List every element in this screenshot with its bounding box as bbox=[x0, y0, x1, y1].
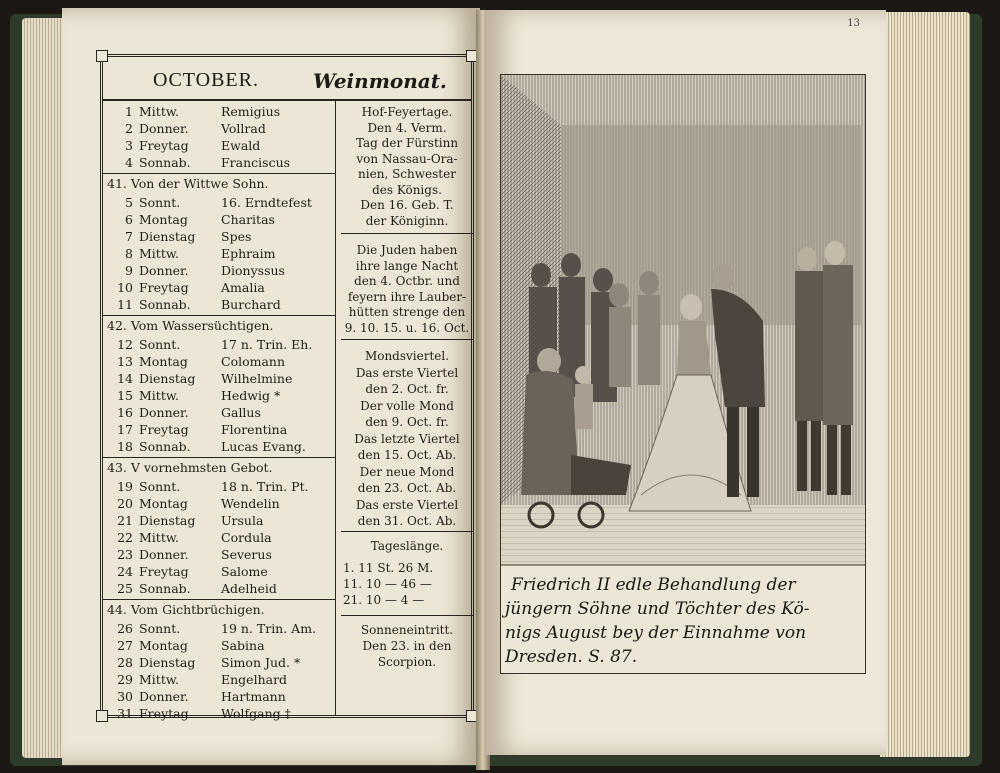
day-number: 3 bbox=[125, 138, 133, 153]
weekday: Mittw. bbox=[139, 388, 180, 403]
day-row bbox=[103, 370, 335, 387]
daylength-line: 21. 10 — 4 — bbox=[343, 593, 425, 607]
caption-line: Dresden. S. 87. bbox=[505, 647, 638, 667]
day-number: 24 bbox=[117, 564, 133, 579]
weekday: Montag bbox=[139, 496, 188, 511]
day-row bbox=[103, 529, 335, 546]
weekday: Sonnt. bbox=[139, 337, 181, 352]
moon-line: Das erste Viertel bbox=[355, 497, 459, 512]
moon-line: den 31. Oct. Ab. bbox=[357, 514, 457, 528]
day-number: 17 bbox=[117, 422, 133, 437]
holidays-line: der Königinn. bbox=[365, 213, 449, 228]
saint-name: Wendelin bbox=[221, 496, 280, 511]
day-number: 30 bbox=[117, 689, 133, 704]
day-number: 13 bbox=[117, 354, 133, 369]
saint-name: Severus bbox=[221, 547, 272, 562]
weekday: Freytag bbox=[139, 280, 189, 295]
day-row bbox=[103, 353, 335, 370]
week-rule bbox=[103, 173, 335, 174]
weekday: Sonnt. bbox=[139, 621, 181, 636]
weekday: Sonnab. bbox=[139, 439, 191, 454]
saint-name: Wolfgang † bbox=[221, 706, 291, 721]
saint-name: Engelhard bbox=[221, 672, 288, 687]
sun-line: Sonneneintritt. bbox=[360, 623, 454, 637]
left-page bbox=[62, 8, 480, 765]
week-heading: 42. Vom Wassersüchtigen. bbox=[107, 318, 274, 333]
week-rule bbox=[103, 599, 335, 600]
caption-line: Friedrich II edle Behandlung der bbox=[511, 575, 796, 595]
holidays-line: von Nassau-Ora- bbox=[356, 151, 458, 166]
day-number: 12 bbox=[117, 337, 133, 352]
holidays-line: Den 16. Geb. T. bbox=[360, 198, 454, 212]
saint-name: Wilhelmine bbox=[221, 371, 293, 386]
holidays-line: Den 4. Verm. bbox=[367, 120, 447, 135]
weekday: Donner. bbox=[139, 263, 189, 278]
weekday: Mittw. bbox=[139, 672, 180, 687]
saint-name: Florentina bbox=[221, 422, 288, 437]
header-rule bbox=[103, 99, 471, 101]
day-number: 1 bbox=[125, 104, 133, 119]
caption-line: nigs August bey der Einnahme von bbox=[505, 623, 807, 643]
moon-line: den 23. Oct. Ab. bbox=[357, 481, 457, 495]
weekday: Montag bbox=[139, 354, 188, 369]
weekday: Donner. bbox=[139, 405, 189, 420]
weekday: Dienstag bbox=[139, 229, 196, 244]
week-heading: 44. Vom Gichtbrüchigen. bbox=[107, 602, 265, 617]
day-row bbox=[103, 654, 335, 671]
saint-name: Dionyssus bbox=[221, 263, 285, 278]
day-number: 25 bbox=[117, 581, 133, 596]
day-row bbox=[103, 154, 335, 171]
saint-name: Lucas Evang. bbox=[221, 439, 306, 454]
caption-line: jüngern Söhne und Töchter des Kö- bbox=[505, 599, 810, 619]
holidays-line: des Königs. bbox=[372, 182, 442, 197]
engraving-plate bbox=[500, 74, 866, 674]
day-number: 11 bbox=[117, 297, 133, 312]
weekday: Mittw. bbox=[139, 246, 180, 261]
holidays-line: Tag der Fürstinn bbox=[355, 136, 459, 150]
day-row bbox=[103, 103, 335, 120]
sun-line: Den 23. in den bbox=[362, 639, 452, 653]
saint-name: Ursula bbox=[221, 513, 264, 528]
day-row bbox=[103, 336, 335, 353]
day-number: 8 bbox=[125, 246, 133, 261]
day-number: 9 bbox=[125, 263, 133, 278]
day-number: 20 bbox=[117, 496, 133, 511]
saint-name: 17 n. Trin. Eh. bbox=[221, 337, 313, 352]
weekday: Sonnab. bbox=[139, 297, 191, 312]
weekday: Freytag bbox=[139, 706, 189, 721]
day-number: 23 bbox=[117, 547, 133, 562]
day-row bbox=[103, 563, 335, 580]
weekday: Mittw. bbox=[139, 104, 180, 119]
column-divider bbox=[335, 99, 336, 715]
moon-line: den 15. Oct. Ab. bbox=[357, 448, 457, 462]
page-number: 13 bbox=[847, 18, 860, 29]
day-row bbox=[103, 705, 335, 722]
day-row bbox=[103, 404, 335, 421]
right-page bbox=[486, 10, 886, 755]
weekday: Dienstag bbox=[139, 513, 196, 528]
jews-line: feyern ihre Lauber- bbox=[347, 289, 467, 304]
saint-name: 18 n. Trin. Pt. bbox=[221, 479, 309, 494]
moon-line: Der neue Mond bbox=[359, 464, 455, 479]
day-row bbox=[103, 580, 335, 597]
week-rule bbox=[103, 457, 335, 458]
holidays-line: nien, Schwester bbox=[358, 167, 456, 181]
day-row bbox=[103, 228, 335, 245]
saint-name: Sabina bbox=[221, 638, 265, 653]
day-number: 2 bbox=[125, 121, 133, 136]
weekday: Freytag bbox=[139, 422, 189, 437]
sun-line: Scorpion. bbox=[377, 655, 437, 669]
moon-line: den 2. Oct. fr. bbox=[365, 382, 449, 396]
month-name-english: OCTOBER. bbox=[153, 69, 259, 91]
calendar-header bbox=[103, 63, 471, 99]
day-row bbox=[103, 387, 335, 404]
calendar-frame bbox=[100, 54, 474, 721]
day-row bbox=[103, 245, 335, 262]
day-number: 31 bbox=[117, 706, 133, 721]
saint-name: 16. Erndtefest bbox=[221, 195, 312, 210]
day-number: 5 bbox=[125, 195, 133, 210]
saint-name: Colomann bbox=[221, 354, 286, 369]
page-edges-right bbox=[880, 12, 970, 757]
jews-line: ihre lange Nacht bbox=[355, 258, 459, 273]
saint-name: Hartmann bbox=[221, 689, 286, 704]
day-number: 22 bbox=[117, 530, 133, 545]
jews-line: 9. 10. 15. u. 16. Oct. bbox=[344, 320, 470, 335]
day-row bbox=[103, 279, 335, 296]
holidays-line: Hof-Feyertage. bbox=[361, 105, 453, 119]
moon-line: den 9. Oct. fr. bbox=[365, 415, 449, 429]
jews-line: hütten strenge den bbox=[348, 305, 466, 319]
week-heading: 43. V vornehmsten Gebot. bbox=[107, 460, 273, 475]
saint-name: Remigius bbox=[221, 104, 281, 119]
day-row bbox=[103, 637, 335, 654]
saint-name: Hedwig * bbox=[221, 388, 281, 403]
note-divider bbox=[341, 531, 473, 532]
weekday: Dienstag bbox=[139, 655, 196, 670]
weekday: Donner. bbox=[139, 121, 189, 136]
day-number: 6 bbox=[125, 212, 133, 227]
day-row bbox=[103, 688, 335, 705]
saint-name: Ewald bbox=[221, 138, 261, 153]
moon-line: Das letzte Viertel bbox=[354, 431, 460, 446]
weekday: Sonnab. bbox=[139, 581, 191, 596]
day-row bbox=[103, 262, 335, 279]
weekday: Dienstag bbox=[139, 371, 196, 386]
day-number: 28 bbox=[117, 655, 133, 670]
month-name-german: Weinmonat. bbox=[313, 69, 447, 93]
weekday: Sonnt. bbox=[139, 195, 181, 210]
day-row bbox=[103, 478, 335, 495]
saint-name: Cordula bbox=[221, 530, 272, 545]
jews-line: Die Juden haben bbox=[356, 243, 458, 257]
note-divider bbox=[341, 233, 473, 234]
day-row bbox=[103, 438, 335, 455]
day-number: 29 bbox=[117, 672, 133, 687]
daylength-line: 11. 10 — 46 — bbox=[343, 577, 432, 591]
moon-line: Das erste Viertel bbox=[355, 365, 459, 380]
saint-name: Charitas bbox=[221, 212, 275, 227]
day-row bbox=[103, 296, 335, 313]
day-number: 14 bbox=[117, 371, 133, 386]
saint-name: 19 n. Trin. Am. bbox=[221, 621, 317, 636]
day-row bbox=[103, 137, 335, 154]
day-row bbox=[103, 546, 335, 563]
day-number: 7 bbox=[125, 229, 133, 244]
day-number: 26 bbox=[117, 621, 133, 636]
weekday: Sonnt. bbox=[139, 479, 181, 494]
saint-name: Salome bbox=[221, 564, 268, 579]
saint-name: Simon Jud. * bbox=[221, 655, 301, 670]
day-row bbox=[103, 421, 335, 438]
saint-name: Vollrad bbox=[221, 121, 266, 136]
day-row bbox=[103, 512, 335, 529]
weekday: Freytag bbox=[139, 138, 189, 153]
daylength-line: 1. 11 St. 26 M. bbox=[343, 561, 434, 575]
day-number: 21 bbox=[117, 513, 133, 528]
day-row bbox=[103, 120, 335, 137]
day-number: 19 bbox=[117, 479, 133, 494]
weekday: Montag bbox=[139, 638, 188, 653]
moon-line: Mondsviertel. bbox=[364, 349, 450, 363]
jews-line: den 4. Octbr. und bbox=[354, 274, 460, 288]
saint-name: Franciscus bbox=[221, 155, 291, 170]
weekday: Donner. bbox=[139, 547, 189, 562]
weekday: Sonnab. bbox=[139, 155, 191, 170]
day-number: 27 bbox=[117, 638, 133, 653]
saint-name: Burchard bbox=[221, 297, 281, 312]
day-number: 15 bbox=[117, 388, 133, 403]
day-number: 4 bbox=[125, 155, 133, 170]
day-row bbox=[103, 671, 335, 688]
moon-line: Der volle Mond bbox=[360, 398, 454, 413]
saint-name: Amalia bbox=[221, 280, 265, 295]
saint-name: Spes bbox=[221, 229, 252, 244]
weekday: Freytag bbox=[139, 564, 189, 579]
daylength-title: Tageslänge. bbox=[370, 539, 444, 553]
note-divider bbox=[341, 339, 473, 340]
saint-name: Ephraim bbox=[221, 246, 276, 261]
saint-name: Adelheid bbox=[221, 581, 277, 596]
saint-name: Gallus bbox=[221, 405, 261, 420]
week-rule bbox=[103, 315, 335, 316]
day-number: 10 bbox=[117, 280, 133, 295]
note-divider bbox=[341, 615, 473, 616]
weekday: Donner. bbox=[139, 689, 189, 704]
day-row bbox=[103, 620, 335, 637]
day-number: 18 bbox=[117, 439, 133, 454]
frame-corner bbox=[96, 50, 108, 62]
day-row bbox=[103, 211, 335, 228]
day-number: 16 bbox=[117, 405, 133, 420]
week-heading: 41. Von der Wittwe Sohn. bbox=[107, 176, 269, 191]
day-row bbox=[103, 495, 335, 512]
weekday: Mittw. bbox=[139, 530, 180, 545]
weekday: Montag bbox=[139, 212, 188, 227]
day-row bbox=[103, 194, 335, 211]
